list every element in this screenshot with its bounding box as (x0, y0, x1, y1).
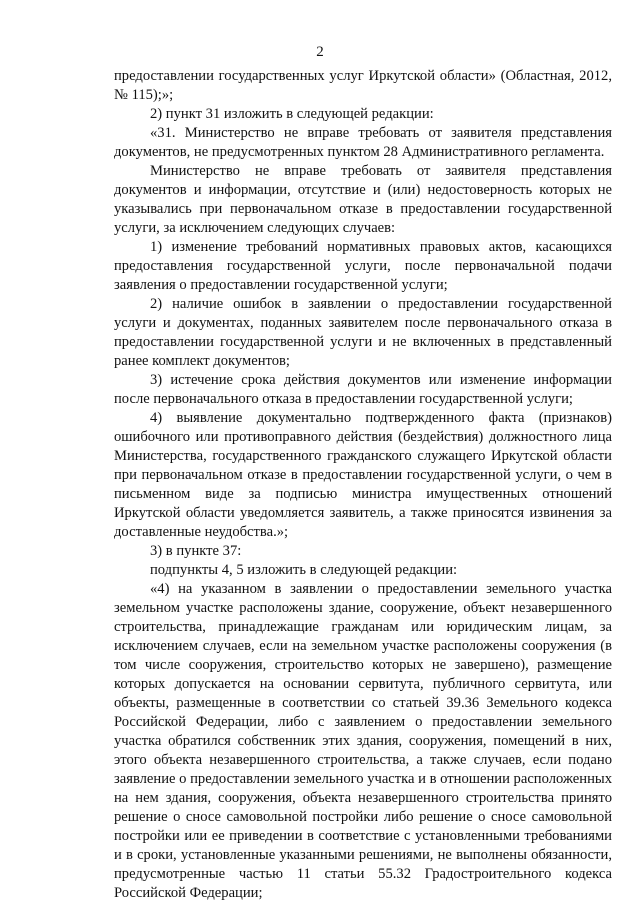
paragraph: 3) в пункте 37: (150, 543, 242, 559)
paragraph: 2) пункт 31 изложить в следующей редакции: (150, 106, 434, 122)
paragraph: 3) истечение срока действия документов или изменение информации после первоначального отказа в предоставлении государственной услуги; (114, 372, 612, 407)
page-number: 2 (316, 44, 324, 60)
paragraph: «31. Министерство не вправе требовать от заявителя представления документов, не предусмотренных пунктом 28 Административного регламента. (114, 125, 612, 160)
document-body (114, 67, 612, 903)
paragraph: «4) на указанном в заявлении о предоставлении земельного участка земельном участке расположены здание, сооружение, объект незавершенного строительства, принадлежащие гражданам или юридическим лицам, за исключением случаев, если на земельном участке расположены сооружения (в том числе сооружения, строительство которых не завершено), размещение которых допускается на основании сервитута, публичного сервитута, или объекты, размещенные в соответствии со статьей 39.36 Земельного кодекса Российской Федерации, либо с заявлением о предоставлении земельного участка обратился собственник этих здания, сооружения, помещений в них, этого объекта незавершенного строительства, а также случаев, если подано заявление о предоставлении земельного участка и в отношении расположенных на нем здания, сооружения, объекта незавершенного строительства принято решение о сносе самовольной постройки либо решение о сносе самовольной постройки или ее приведении в соответствие с установленными требованиями и в сроки, установленные указанными решениями, не выполнены обязанности, предусмотренные частью 11 статьи 55.32 Градостроительного кодекса Российской Федерации; (114, 581, 613, 901)
paragraph: предоставлении государственных услуг Иркутской области» (Областная, 2012, № 115);»; (114, 68, 612, 103)
paragraph: 4) выявление документально подтвержденного факта (признаков) ошибочного или противоправного действия (бездействия) должностного лица Министерства, государственного гражданского служащего Иркутской области при первоначальном отказе в предоставлении государственной услуги, о чем в письменном виде за подписью министра имущественных отношений Иркутской области уведомляется заявитель, а также приносятся извинения за доставленные неудобства.»; (114, 410, 612, 540)
paragraph: 2) наличие ошибок в заявлении о предоставлении государственной услуги и документах, поданных заявителем после первоначального отказа в предоставлении государственной услуги и не включенных в представленный ранее комплект документов; (114, 296, 612, 369)
paragraph: подпункты 4, 5 изложить в следующей редакции: (150, 562, 458, 578)
paragraph: 1) изменение требований нормативных правовых актов, касающихся предоставления государственной услуги, после первоначальной подачи заявления о предоставлении государственной услуги; (114, 239, 612, 293)
paragraph: Министерство не вправе требовать от заявителя представления документов и информации, отсутствие и (или) недостоверность которых не указывались при первоначальном отказе в предоставлении государственной услуги, за исключением следующих случаев: (114, 163, 612, 236)
